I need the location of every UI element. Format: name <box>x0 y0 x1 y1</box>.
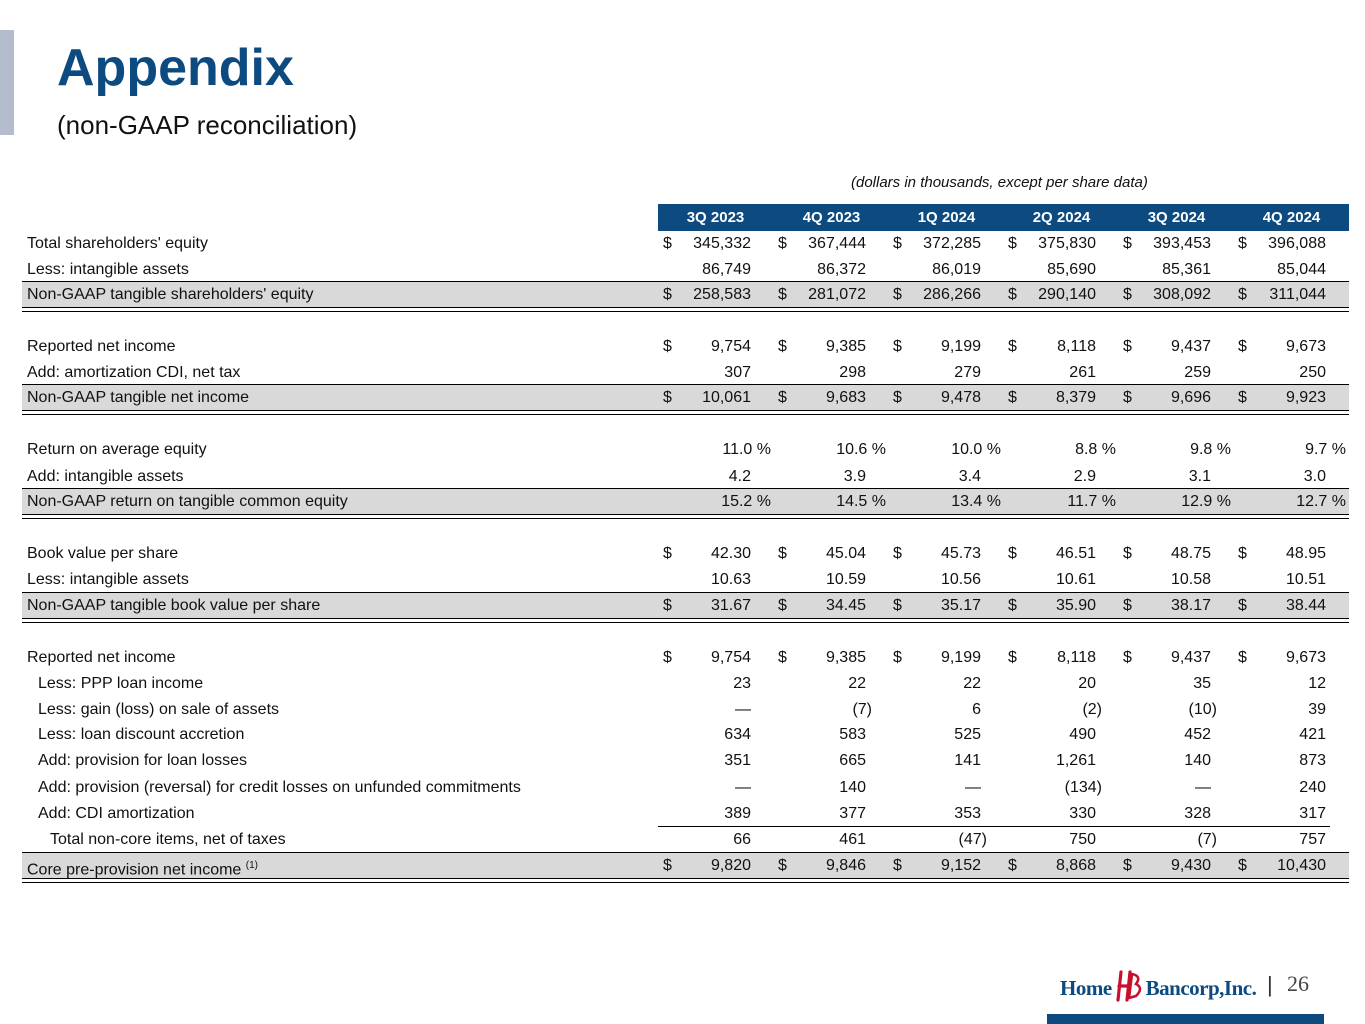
currency-symbol: $ <box>1008 597 1017 614</box>
table-cell: 3.4 <box>958 468 981 485</box>
table-total-row <box>22 853 1349 879</box>
table-cell: 8,379 <box>1055 389 1096 406</box>
table-cell: 11.0 % <box>722 441 771 458</box>
table-cell: (2) <box>1082 701 1102 718</box>
table-cell: 86,749 <box>702 261 751 278</box>
table-cell: 421 <box>1299 726 1326 743</box>
table-cell: (10) <box>1188 701 1217 718</box>
row-label: Less: gain (loss) on sale of assets <box>38 701 280 718</box>
table-cell: (134) <box>1064 779 1102 796</box>
table-cell: 23 <box>733 675 751 692</box>
table-cell: 12 <box>1308 675 1326 692</box>
table-total-row <box>22 385 1349 411</box>
row-label: Return on average equity <box>27 441 207 458</box>
percent-symbol: % <box>752 493 771 510</box>
units-note: (dollars in thousands, except per share data) <box>851 174 1148 191</box>
currency-symbol: $ <box>1238 235 1247 252</box>
row-label: Add: provision (reversal) for credit losses on unfunded commitments <box>38 779 521 796</box>
table-cell: 396,088 <box>1268 235 1326 252</box>
table-cell: 22 <box>963 675 981 692</box>
table-cell: 461 <box>839 831 866 848</box>
table-cell: 22 <box>848 675 866 692</box>
table-cell: 10,430 <box>1277 857 1326 874</box>
table-cell: 1,261 <box>1055 752 1096 769</box>
table-cell: 9,385 <box>825 338 866 355</box>
table-cell: 279 <box>954 364 981 381</box>
table-cell: 10.61 <box>1055 571 1096 588</box>
row-label: Less: intangible assets <box>27 571 189 588</box>
currency-symbol: $ <box>1008 235 1017 252</box>
table-row <box>22 437 1349 463</box>
page-number: 26 <box>1287 971 1309 996</box>
table-cell: 10.63 <box>710 571 751 588</box>
currency-symbol: $ <box>1008 649 1017 666</box>
table-cell: (47) <box>958 831 987 848</box>
currency-symbol: $ <box>663 389 672 406</box>
currency-symbol: $ <box>663 857 672 874</box>
table-cell: 46.51 <box>1055 545 1096 562</box>
percent-symbol: % <box>1097 493 1116 510</box>
table-cell: 34.45 <box>825 597 866 614</box>
table-cell: 393,453 <box>1153 235 1211 252</box>
table-cell: 873 <box>1299 752 1326 769</box>
table-cell: 298 <box>839 364 866 381</box>
percent-symbol: % <box>867 441 886 458</box>
table-cell: 9,754 <box>710 338 751 355</box>
table-cell: 9,430 <box>1170 857 1211 874</box>
column-header: 3Q 2024 <box>1147 209 1206 226</box>
percent-symbol: % <box>1212 493 1231 510</box>
table-cell: — <box>735 779 751 796</box>
row-label: Non-GAAP return on tangible common equity <box>27 493 348 510</box>
currency-symbol: $ <box>663 235 672 252</box>
row-label: Less: intangible assets <box>27 261 189 278</box>
table-cell: 3.9 <box>843 468 866 485</box>
table-row <box>22 334 1349 360</box>
table-cell: (7) <box>1197 831 1217 848</box>
table-cell: 10,061 <box>702 389 751 406</box>
currency-symbol: $ <box>1123 649 1132 666</box>
table-cell: 38.17 <box>1170 597 1211 614</box>
currency-symbol: $ <box>893 389 902 406</box>
footnote-marker: (1) <box>245 860 259 871</box>
table-cell: 140 <box>1184 752 1211 769</box>
hb-monogram-icon <box>1114 970 1144 1007</box>
table-cell: 66 <box>733 831 751 848</box>
logo-bancorp-text: Bancorp,Inc. <box>1145 975 1257 1000</box>
table-cell: 250 <box>1299 364 1326 381</box>
table-cell: 35.90 <box>1055 597 1096 614</box>
currency-symbol: $ <box>663 338 672 355</box>
table-cell: 490 <box>1069 726 1096 743</box>
table-cell: 14.5 % <box>836 493 886 510</box>
table-cell: 286,266 <box>923 286 981 303</box>
table-cell: 20 <box>1078 675 1096 692</box>
table-row <box>22 801 1349 827</box>
currency-symbol: $ <box>893 649 902 666</box>
percent-symbol: % <box>752 441 771 458</box>
table-cell: — <box>965 779 981 796</box>
currency-symbol: $ <box>893 857 902 874</box>
table-cell: 372,285 <box>923 235 981 252</box>
currency-symbol: $ <box>1008 545 1017 562</box>
table-cell: 10.56 <box>940 571 981 588</box>
currency-symbol: $ <box>1238 389 1247 406</box>
total-double-rule <box>22 514 1349 519</box>
row-label: Book value per share <box>27 545 179 562</box>
table-cell: 10.51 <box>1285 571 1326 588</box>
percent-symbol: % <box>867 493 886 510</box>
column-header: 4Q 2024 <box>1262 209 1321 226</box>
table-cell: 15.2 % <box>721 493 771 510</box>
currency-symbol: $ <box>778 857 787 874</box>
table-cell: 9.7 % <box>1305 441 1346 458</box>
table-cell: 375,830 <box>1038 235 1096 252</box>
table-cell: 9,385 <box>825 649 866 666</box>
currency-symbol: $ <box>663 649 672 666</box>
currency-symbol: $ <box>778 338 787 355</box>
table-cell: 10.0 % <box>951 441 1001 458</box>
table-cell: 86,372 <box>817 261 866 278</box>
table-cell: 9,696 <box>1170 389 1211 406</box>
currency-symbol: $ <box>1008 389 1017 406</box>
table-total-row <box>22 593 1349 619</box>
table-row <box>22 748 1349 774</box>
percent-symbol: % <box>1327 441 1346 458</box>
currency-symbol: $ <box>893 235 902 252</box>
footer-bar <box>1047 1014 1324 1024</box>
company-logo <box>1060 968 1256 1008</box>
table-cell: 11.7 % <box>1067 493 1116 510</box>
currency-symbol: $ <box>1008 857 1017 874</box>
row-label: Less: loan discount accretion <box>38 726 245 743</box>
table-cell: 48.75 <box>1170 545 1211 562</box>
column-header: 1Q 2024 <box>917 209 976 226</box>
row-label: Add: amortization CDI, net tax <box>27 364 241 381</box>
table-cell: 452 <box>1184 726 1211 743</box>
table-cell: 13.4 % <box>951 493 1001 510</box>
table-cell: 9,683 <box>825 389 866 406</box>
table-row <box>22 360 1349 386</box>
table-cell: 140 <box>839 779 866 796</box>
table-row <box>22 671 1349 697</box>
table-cell: 9,673 <box>1285 649 1326 666</box>
currency-symbol: $ <box>1123 235 1132 252</box>
table-total-row <box>22 489 1349 515</box>
table-cell: 42.30 <box>710 545 751 562</box>
table-cell: 8,118 <box>1057 649 1096 666</box>
table-cell: 307 <box>724 364 751 381</box>
table-cell: — <box>735 701 751 718</box>
percent-symbol: % <box>1327 493 1346 510</box>
table-row <box>22 541 1349 567</box>
currency-symbol: $ <box>1008 286 1017 303</box>
currency-symbol: $ <box>1238 286 1247 303</box>
table-cell: 48.95 <box>1285 545 1326 562</box>
table-cell: 85,044 <box>1277 261 1326 278</box>
currency-symbol: $ <box>778 235 787 252</box>
currency-symbol: $ <box>1238 597 1247 614</box>
row-label: Reported net income <box>27 338 176 355</box>
currency-symbol: $ <box>893 286 902 303</box>
table-cell: 2.9 <box>1073 468 1096 485</box>
currency-symbol: $ <box>663 597 672 614</box>
currency-symbol: $ <box>1123 338 1132 355</box>
table-cell: 141 <box>954 752 981 769</box>
row-label: Add: CDI amortization <box>38 805 195 822</box>
table-row <box>22 722 1349 748</box>
table-row <box>22 464 1349 490</box>
table-cell: 8,118 <box>1057 338 1096 355</box>
currency-symbol: $ <box>1008 338 1017 355</box>
table-cell: 583 <box>839 726 866 743</box>
table-cell: 39 <box>1308 701 1326 718</box>
total-top-rule <box>22 281 1349 282</box>
table-cell: 9,199 <box>940 338 981 355</box>
table-cell: 525 <box>954 726 981 743</box>
table-cell: 85,690 <box>1047 261 1096 278</box>
total-double-rule <box>22 878 1349 883</box>
total-top-rule <box>22 592 1349 593</box>
row-label: Add: intangible assets <box>27 468 184 485</box>
table-cell: 10.58 <box>1170 571 1211 588</box>
currency-symbol: $ <box>1123 545 1132 562</box>
table-cell: 9,478 <box>940 389 981 406</box>
currency-symbol: $ <box>663 286 672 303</box>
table-cell: 9,923 <box>1285 389 1326 406</box>
table-cell: 38.44 <box>1285 597 1326 614</box>
table-row <box>22 827 1349 853</box>
table-cell: 9,437 <box>1170 338 1211 355</box>
total-top-rule <box>22 852 1349 853</box>
percent-symbol: % <box>982 441 1001 458</box>
column-header: 2Q 2024 <box>1032 209 1091 226</box>
subtotal-rule <box>658 826 1330 827</box>
table-cell: — <box>1195 779 1211 796</box>
table-cell: 634 <box>724 726 751 743</box>
table-cell: 240 <box>1299 779 1326 796</box>
table-row <box>22 257 1349 283</box>
row-label: Add: provision for loan losses <box>38 752 247 769</box>
logo-home-text: Home <box>1060 975 1112 1000</box>
table-cell: 12.9 % <box>1181 493 1231 510</box>
table-cell: 31.67 <box>710 597 751 614</box>
row-label: Reported net income <box>27 649 176 666</box>
row-label: Total non-core items, net of taxes <box>50 831 286 848</box>
table-cell: 757 <box>1299 831 1326 848</box>
table-cell: 367,444 <box>808 235 866 252</box>
table-cell: 665 <box>839 752 866 769</box>
total-double-rule <box>22 618 1349 623</box>
accent-bar <box>0 30 14 135</box>
table-cell: 9,673 <box>1285 338 1326 355</box>
currency-symbol: $ <box>1238 545 1247 562</box>
table-cell: 9,846 <box>825 857 866 874</box>
column-header: 3Q 2023 <box>686 209 745 226</box>
table-row <box>22 697 1349 723</box>
table-cell: 389 <box>724 805 751 822</box>
total-top-rule <box>22 384 1349 385</box>
table-cell: 351 <box>724 752 751 769</box>
table-cell: 10.6 % <box>836 441 886 458</box>
currency-symbol: $ <box>893 338 902 355</box>
table-cell: 6 <box>972 701 981 718</box>
column-header: 4Q 2023 <box>802 209 861 226</box>
table-cell: 311,044 <box>1269 286 1326 303</box>
table-cell: 8.8 % <box>1075 441 1116 458</box>
currency-symbol: $ <box>1123 389 1132 406</box>
currency-symbol: $ <box>778 286 787 303</box>
table-cell: 308,092 <box>1153 286 1211 303</box>
row-label: Core pre-provision net income $^{(1)}$ <box>27 860 259 879</box>
table-cell: 86,019 <box>932 261 981 278</box>
row-label: Total shareholders' equity <box>27 235 208 252</box>
table-cell: 9,199 <box>940 649 981 666</box>
table-cell: 290,140 <box>1038 286 1096 303</box>
total-double-rule <box>22 410 1349 415</box>
table-cell: 261 <box>1069 364 1096 381</box>
currency-symbol: $ <box>893 545 902 562</box>
table-total-row <box>22 282 1349 308</box>
currency-symbol: $ <box>663 545 672 562</box>
table-cell: 750 <box>1069 831 1096 848</box>
table-cell: 10.59 <box>825 571 866 588</box>
page-subtitle: (non-GAAP reconciliation) <box>57 110 358 140</box>
percent-symbol: % <box>1097 441 1116 458</box>
table-cell: 259 <box>1184 364 1211 381</box>
currency-symbol: $ <box>778 597 787 614</box>
footer-separator: | <box>1267 972 1273 997</box>
row-label: Non-GAAP tangible shareholders' equity <box>27 286 314 303</box>
currency-symbol: $ <box>1123 857 1132 874</box>
table-row <box>22 567 1349 593</box>
table-cell: 45.04 <box>825 545 866 562</box>
table-cell: 12.7 % <box>1296 493 1346 510</box>
table-cell: 377 <box>839 805 866 822</box>
currency-symbol: $ <box>1123 597 1132 614</box>
table-cell: (7) <box>852 701 872 718</box>
table-cell: 353 <box>954 805 981 822</box>
table-cell: 35.17 <box>940 597 981 614</box>
row-label: Less: PPP loan income <box>38 675 204 692</box>
row-label: Non-GAAP tangible book value per share <box>27 597 321 614</box>
row-label: Non-GAAP tangible net income <box>27 389 250 406</box>
table-cell: 4.2 <box>728 468 751 485</box>
table-cell: 3.1 <box>1188 468 1211 485</box>
table-row <box>22 231 1349 257</box>
table-cell: 3.0 <box>1303 468 1326 485</box>
table-row <box>22 775 1349 801</box>
percent-symbol: % <box>982 493 1001 510</box>
table-cell: 9,820 <box>710 857 751 874</box>
table-cell: 9,152 <box>940 857 981 874</box>
table-cell: 330 <box>1069 805 1096 822</box>
currency-symbol: $ <box>778 649 787 666</box>
table-cell: 9.8 % <box>1190 441 1231 458</box>
table-row <box>22 645 1349 671</box>
table-cell: 45.73 <box>940 545 981 562</box>
currency-symbol: $ <box>778 389 787 406</box>
table-cell: 85,361 <box>1162 261 1211 278</box>
table-cell: 9,437 <box>1170 649 1211 666</box>
table-cell: 8,868 <box>1055 857 1096 874</box>
currency-symbol: $ <box>893 597 902 614</box>
currency-symbol: $ <box>1123 286 1132 303</box>
currency-symbol: $ <box>778 545 787 562</box>
table-cell: 281,072 <box>808 286 866 303</box>
currency-symbol: $ <box>1238 338 1247 355</box>
page-title: Appendix <box>57 39 294 97</box>
table-cell: 35 <box>1193 675 1211 692</box>
total-double-rule <box>22 307 1349 312</box>
table-cell: 345,332 <box>693 235 751 252</box>
percent-symbol: % <box>1212 441 1231 458</box>
table-cell: 9,754 <box>710 649 751 666</box>
currency-symbol: $ <box>1238 649 1247 666</box>
table-cell: 258,583 <box>693 286 751 303</box>
currency-symbol: $ <box>1238 857 1247 874</box>
table-cell: 317 <box>1299 805 1326 822</box>
table-cell: 328 <box>1184 805 1211 822</box>
total-top-rule <box>22 488 1349 489</box>
